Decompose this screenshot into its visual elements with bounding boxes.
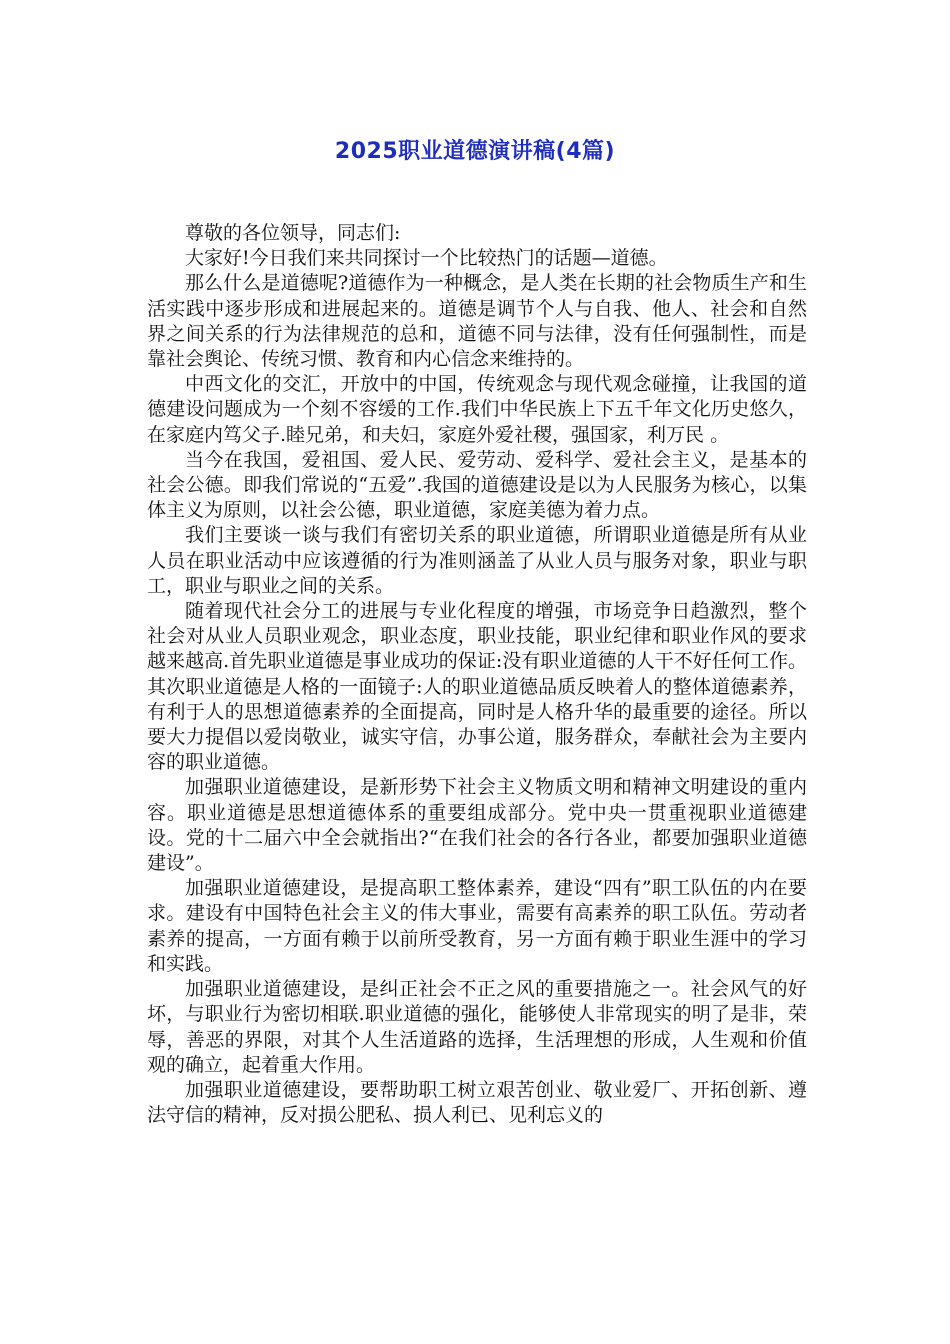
paragraph: 加强职业道德建设，是新形势下社会主义物质文明和精神文明建设的重内容。职业道德是思想道德体系的重要组成部分。党中央一贯重视职业道德建设。党的十二届六中全会就指出?“在我们社会的各行各业，都要加强职业道德建设”。 [147, 776, 807, 875]
paragraph-greeting: 大家好!今日我们来共同探讨一个比较热门的话题—道德。 [185, 247, 668, 270]
paragraph: 那么什么是道德呢?道德作为一种概念，是人类在长期的社会物质生产和生活实践中逐步形成和进展起来的。道德是调节个人与自我、他人、社会和自然界之间关系的行为法律规范的总和，道德不同与法律，没有任何强制性，而是靠社会舆论、传统习惯、教育和内心信念来维持的。 [147, 272, 807, 371]
document-title: 2025职业道德演讲稿(4篇) [334, 139, 616, 164]
paragraph: 加强职业道德建设，是提高职工整体素养，建设“四有”职工队伍的内在要求。建设有中国特色社会主义的伟大事业，需要有高素养的职工队伍。劳动者素养的提高，一方面有赖于以前所受教育，另一方面有赖于职业生涯中的学习和实践。 [147, 877, 807, 975]
paragraph: 随着现代社会分工的进展与专业化程度的增强，市场竞争日趋激烈，整个社会对从业人员职业观念，职业态度，职业技能，职业纪律和职业作风的要求越来越高.首先职业道德是事业成功的保证:没有职业道德的人干不好任何工作。其次职业道德是人格的一面镜子:人的职业道德品质反映着人的整体道德素养，有利于人的思想道德素养的全面提高，同时是人格升华的最重要的途径。所以要大力提倡以爱岗敬业，诚实守信，办事公道，服务群众，奉献社会为主要内容的职业道德。 [147, 600, 807, 774]
paragraph: 加强职业道德建设，要帮助职工树立艰苦创业、敬业爱厂、开拓创新、遵法守信的精神，反对损公肥私、损人利已、见利忘义的 [147, 1078, 807, 1127]
document-body [147, 221, 807, 1128]
paragraph: 我们主要谈一谈与我们有密切关系的职业道德，所谓职业道德是所有从业人员在职业活动中应该遵循的行为准则涵盖了从业人员与服务对象，职业与职工，职业与职业之间的关系。 [147, 524, 807, 597]
paragraph: 中西文化的交汇，开放中的中国，传统观念与现代观念碰撞，让我国的道德建设问题成为一个刻不容缓的工作.我们中华民族上下五千年文化历史悠久，在家庭内笃父子.睦兄弟，和夫妇，家庭外爱社稷，强国家，利万民 。 [147, 373, 807, 446]
paragraph-salutation: 尊敬的各位领导，同志们: [185, 222, 401, 244]
paragraph: 加强职业道德建设，是纠正社会不正之风的重要措施之一。社会风气的好坏，与职业行为密切相联.职业道德的强化，能够使人非常现实的明了是非，荣辱，善恶的界限，对其个人生活道路的选择，生活理想的形成，人生观和价值观的确立，起着重大作用。 [147, 978, 807, 1076]
paragraph: 当今在我国，爱祖国、爱人民、爱劳动、爱科学、爱社会主义，是基本的社会公德。即我们常说的“五爱”.我国的道德建设是以为人民服务为核心，以集体主义为原则，以社会公德，职业道德，家庭美德为着力点。 [147, 448, 807, 522]
